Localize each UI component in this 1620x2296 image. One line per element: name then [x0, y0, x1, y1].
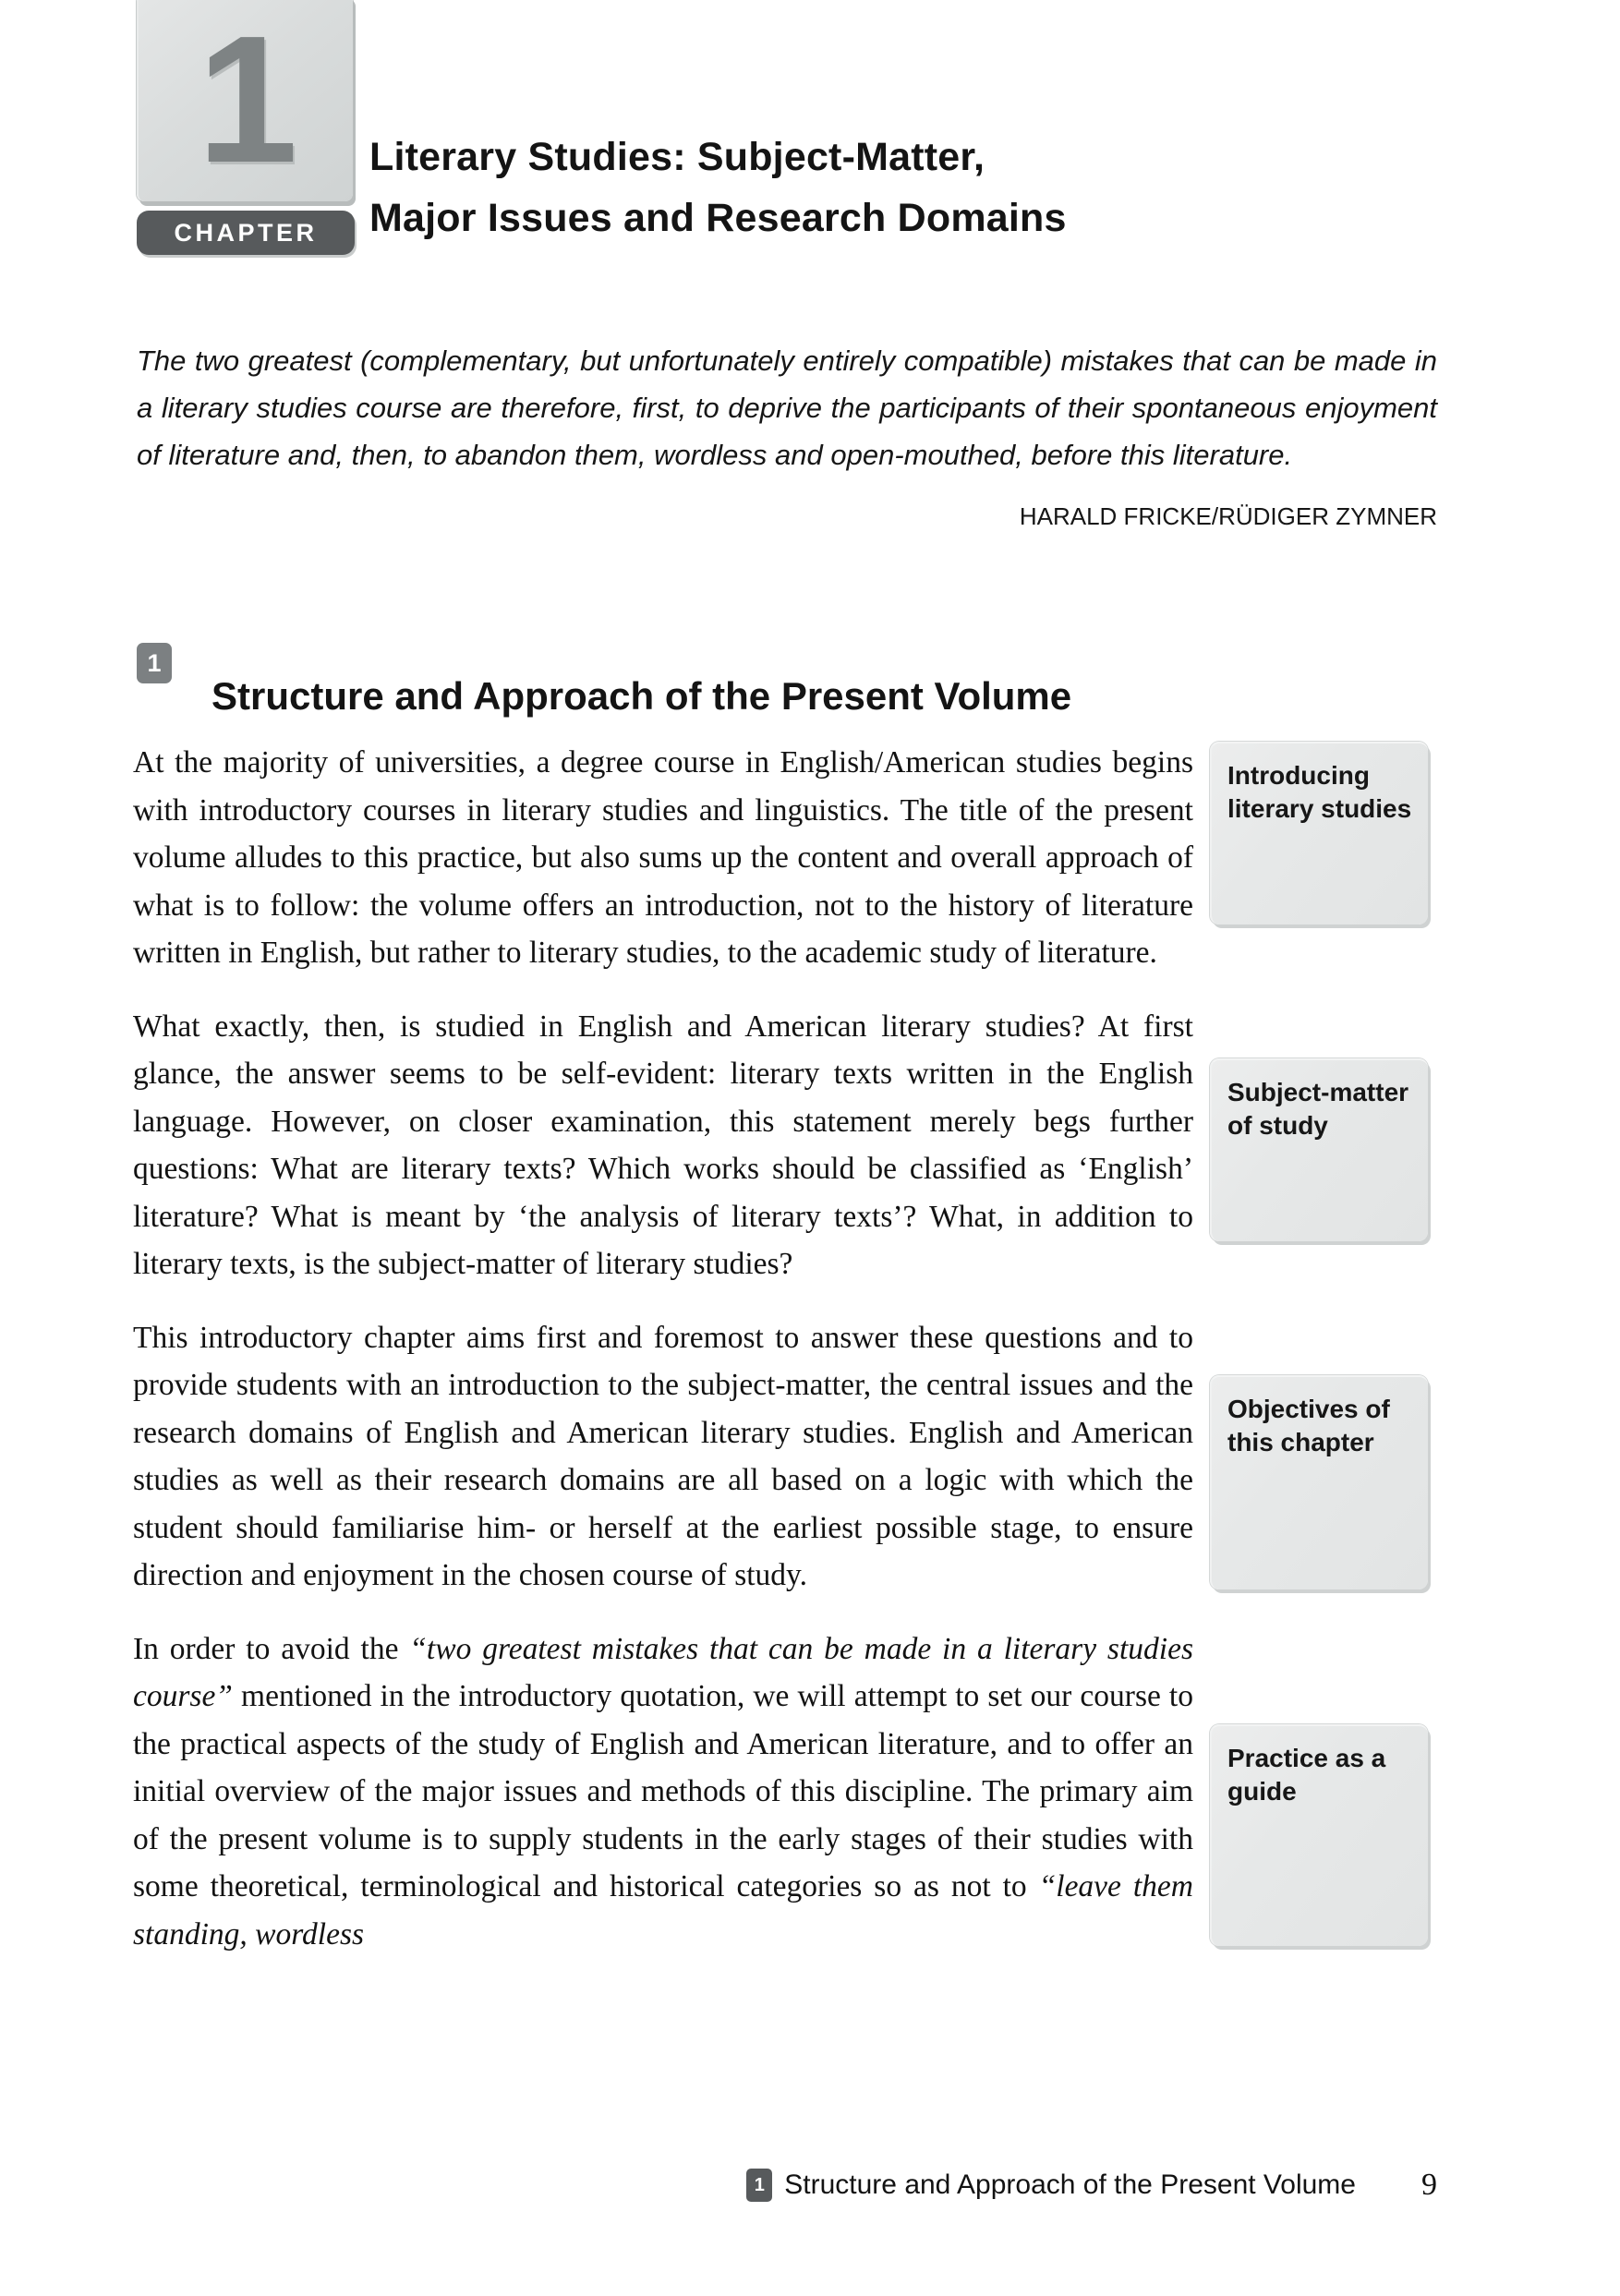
- margin-note-label: Introducing literary studies: [1227, 761, 1412, 823]
- paragraph-4-part-2: mentioned in the introductory quotation, we will attempt to set our course to the practical aspects of the study of English and American literature, and to offer an initial overview of the major issues and methods of this discipline. The primary aim of the present volume is to supply students in the early stages of their studies with some theoretical, terminological and historical categories so as not to: [133, 1679, 1193, 1903]
- body-paragraph-1: At the majority of universities, a degree course in English/American studies begins with introductory courses in literary studies and linguistics. The title of the present volume alludes to this practice, but also sums up the content and overall approach of what is to follow: the volume offers an introduction, not to the history of literature written in English, but rather to literary studies, to the academic study of literature.: [133, 745, 1193, 970]
- paragraph-4-quote-1: “two greatest mistakes that can be made in a literary studies course”: [133, 1631, 1193, 1713]
- footer-section-title: Structure and Approach of the Present Volume: [784, 2169, 1356, 2200]
- chapter-number-plate: [137, 0, 353, 201]
- epigraph-text: The two greatest (complementary, but unfortunately entirely compatible) mistakes that can be made in a literary studies course are therefore, first, to deprive the participants of their spontaneous enjoyment of literature and, then, to abandon them, wordless and open-mouthed, before this literature.: [137, 344, 1437, 471]
- chapter-title-line-1: Literary Studies: Subject-Matter,: [369, 134, 985, 179]
- chapter-marker: [137, 0, 358, 247]
- margin-note-practice-as-a-guide: [1210, 1724, 1428, 1946]
- page-footer: [133, 2167, 1437, 2215]
- footer-section-badge: [746, 2169, 772, 2202]
- footer-inner: [746, 2167, 1437, 2204]
- section-number-badge: [137, 643, 172, 683]
- body-column: [133, 739, 1193, 1958]
- epigraph-attribution: HARALD FRICKE/RÜDIGER ZYMNER: [1019, 502, 1437, 530]
- margin-note-objectives-of-this-chapter: [1210, 1375, 1428, 1589]
- body-paragraph-4: [133, 1625, 1193, 1959]
- paragraph-4-quote-2: “leave them standing, wordless: [133, 1869, 1193, 1952]
- section-number: 1: [147, 649, 162, 677]
- chapter-badge: [137, 211, 355, 255]
- margin-note-subject-matter-of-study: [1210, 1058, 1428, 1241]
- body-paragraph-3: This introductory chapter aims first and foremost to answer these questions and to provide students with an introduction to the subject-matter, the central issues and the research domains of English and American literary studies. English and American studies as well as their research domains are all based on a logic with which the student should familiarise him- or herself at the earliest possible stage, to ensure direction and enjoyment in the chosen course of study.: [133, 1320, 1193, 1592]
- margin-note-label: Objectives of this chapter: [1227, 1395, 1390, 1456]
- margin-note-label: Subject-matter of study: [1227, 1078, 1409, 1140]
- chapter-badge-label: CHAPTER: [174, 219, 318, 247]
- body-paragraph-2: What exactly, then, is studied in English and American literary studies? At first glance, the answer seems to be self-evident: literary texts written in the English language. However, on closer examination, this statement merely begs further questions: What are literary texts? Which works should be classified as ‘English’ literature? What is meant by ‘the analysis of literary texts’? What, in addition to literary texts, is the subject-matter of literary studies?: [133, 1009, 1193, 1281]
- margin-notes: [1210, 0, 1432, 2296]
- margin-note-label: Practice as a guide: [1227, 1744, 1386, 1806]
- paragraph-4-part-1: In order to avoid the: [133, 1631, 410, 1666]
- chapter-number: 1: [197, 0, 295, 200]
- section-title: Structure and Approach of the Present Volume: [212, 673, 1072, 718]
- page-number: 9: [1421, 2168, 1437, 2202]
- section-heading: [137, 637, 1337, 718]
- chapter-title-line-2: Major Issues and Research Domains: [369, 195, 1067, 240]
- margin-note-introducing-literary-studies: [1210, 742, 1428, 924]
- footer-section-number: 1: [754, 2175, 765, 2195]
